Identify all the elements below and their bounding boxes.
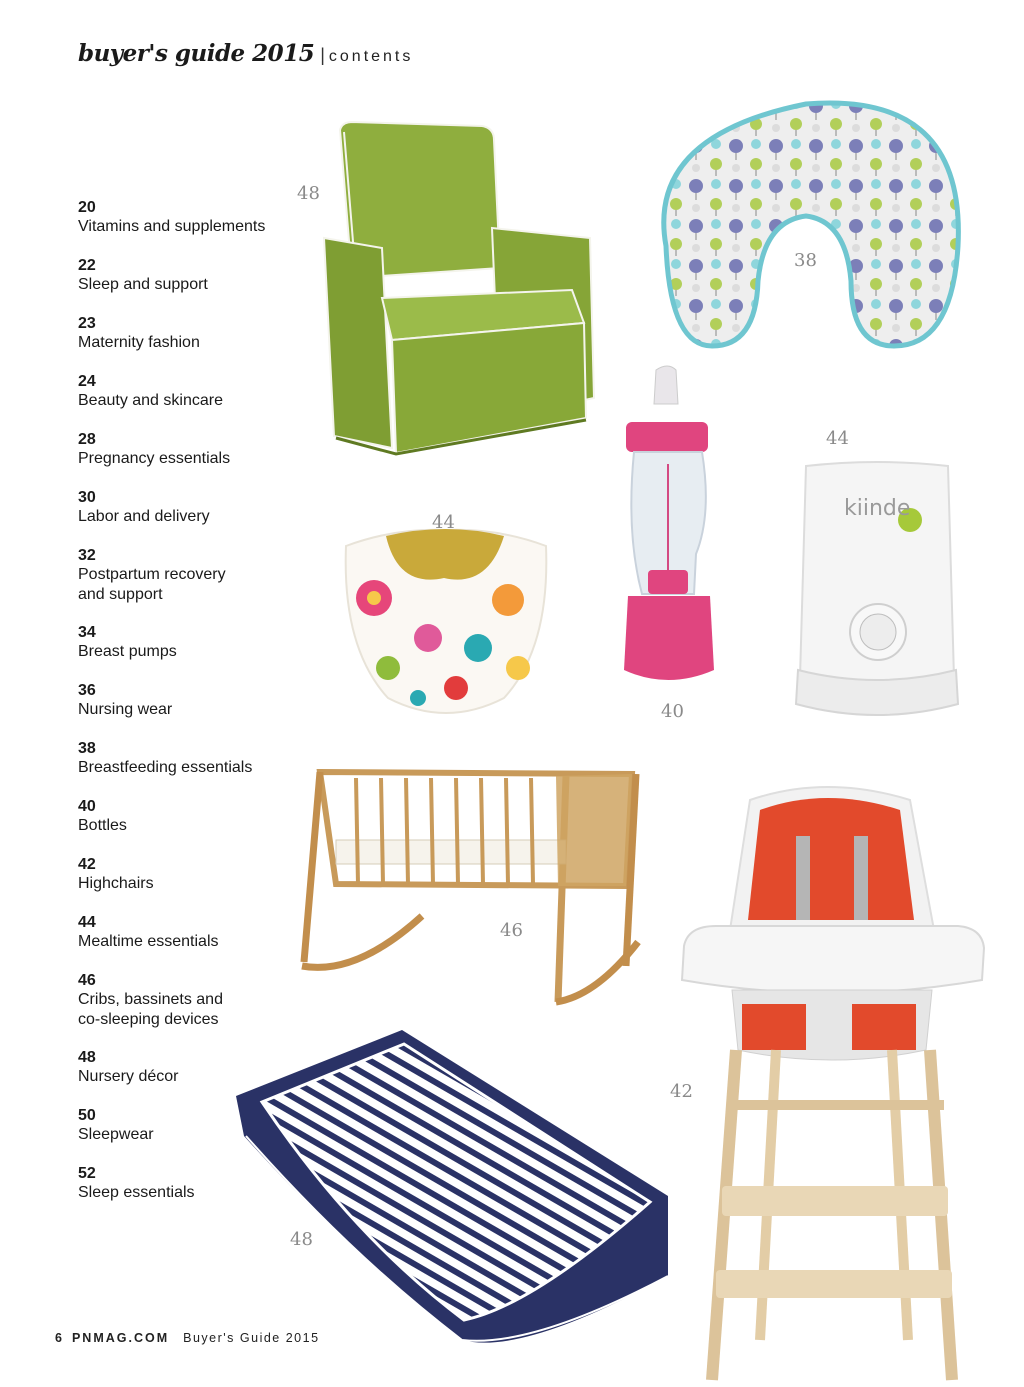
toc-entry[interactable] xyxy=(78,430,230,469)
toc-entry[interactable] xyxy=(78,256,208,295)
toc-title: Cribs, bassinets and co-sleeping devices xyxy=(78,991,223,1028)
page-footer xyxy=(55,1331,320,1345)
toc-entry[interactable] xyxy=(78,739,252,778)
toc-entry[interactable] xyxy=(78,198,265,237)
nursing-pillow-image[interactable] xyxy=(646,96,968,356)
toc-entry[interactable] xyxy=(78,488,210,527)
toc-title: Sleep essentials xyxy=(78,1184,195,1201)
toc-entry[interactable] xyxy=(78,913,219,952)
nursing-pillow-page-label: 38 xyxy=(794,250,817,271)
page-header xyxy=(78,40,413,67)
toc-title: Nursery décor xyxy=(78,1068,179,1085)
toc-entry[interactable] xyxy=(78,546,226,604)
header-separator: | xyxy=(320,45,325,65)
toc-entry[interactable] xyxy=(78,797,127,836)
toc-title: Beauty and skincare xyxy=(78,392,223,409)
toc-title: Maternity fashion xyxy=(78,334,200,351)
toc-page-number: 52 xyxy=(78,1165,96,1182)
toc-page-number: 42 xyxy=(78,856,96,873)
toc-page-number: 40 xyxy=(78,798,96,815)
toc-page-number: 36 xyxy=(78,682,96,699)
toc-title: Highchairs xyxy=(78,875,154,892)
changing-pad-page-label: 48 xyxy=(290,1229,313,1250)
toc-page-number: 23 xyxy=(78,315,96,332)
glider-page-label: 48 xyxy=(297,183,320,204)
toc-page-number: 20 xyxy=(78,199,96,216)
toc-page-number: 48 xyxy=(78,1049,96,1066)
toc-entry[interactable] xyxy=(78,855,154,894)
toc-page-number: 32 xyxy=(78,547,96,564)
toc-entry[interactable] xyxy=(78,623,177,662)
header-section: contents xyxy=(328,48,414,65)
warmer-brand: kiinde xyxy=(844,496,911,521)
footer-site[interactable]: PNMAG.COM xyxy=(71,1331,170,1345)
toc-entry[interactable] xyxy=(78,1164,195,1203)
toc-page-number: 34 xyxy=(78,624,96,641)
bib-image[interactable] xyxy=(338,528,554,720)
changing-pad-image[interactable] xyxy=(232,1026,672,1348)
toc-page-number: 38 xyxy=(78,740,96,757)
toc-entry[interactable] xyxy=(78,971,223,1029)
bottle-page-label: 40 xyxy=(661,701,684,722)
toc-title: Labor and delivery xyxy=(78,508,210,525)
rocking-cradle-image[interactable] xyxy=(296,766,642,1010)
toc-page-number: 28 xyxy=(78,431,96,448)
toc-page-number: 22 xyxy=(78,257,96,274)
toc-page-number: 24 xyxy=(78,373,96,390)
toc-title: Bottles xyxy=(78,817,127,834)
highchair-page-label: 42 xyxy=(670,1081,693,1102)
toc-title: Postpartum recovery and support xyxy=(78,566,226,603)
glider-chair-image[interactable] xyxy=(322,118,600,460)
baby-bottle-image[interactable] xyxy=(618,364,718,694)
toc-title: Sleepwear xyxy=(78,1126,154,1143)
toc-title: Breast pumps xyxy=(78,643,177,660)
toc-entry[interactable] xyxy=(78,1048,178,1087)
toc-page-number: 44 xyxy=(78,914,96,931)
bottle-warmer-image[interactable] xyxy=(792,458,962,720)
footer-page-number: 6 xyxy=(55,1331,62,1345)
toc-title: Pregnancy essentials xyxy=(78,450,231,467)
toc-title: Sleep and support xyxy=(78,276,208,293)
toc-entry[interactable] xyxy=(78,314,200,353)
toc-entry[interactable] xyxy=(78,1106,154,1145)
header-script-title: buyer's guide 2015 xyxy=(78,40,315,67)
warmer-page-label: 44 xyxy=(826,428,849,449)
toc-page-number: 30 xyxy=(78,489,96,506)
toc-entry[interactable] xyxy=(78,681,172,720)
bib-page-label: 44 xyxy=(432,512,455,533)
toc-title: Vitamins and supplements xyxy=(78,218,266,235)
toc-page-number: 50 xyxy=(78,1107,96,1124)
cradle-page-label: 46 xyxy=(500,920,523,941)
toc-page-number: 46 xyxy=(78,972,96,989)
toc-title: Breastfeeding essentials xyxy=(78,759,253,776)
toc-title: Mealtime essentials xyxy=(78,933,219,950)
footer-guide-title: Buyer's Guide 2015 xyxy=(183,1331,320,1345)
highchair-image[interactable] xyxy=(676,780,988,1387)
toc-title: Nursing wear xyxy=(78,701,173,718)
toc-entry[interactable] xyxy=(78,372,223,411)
